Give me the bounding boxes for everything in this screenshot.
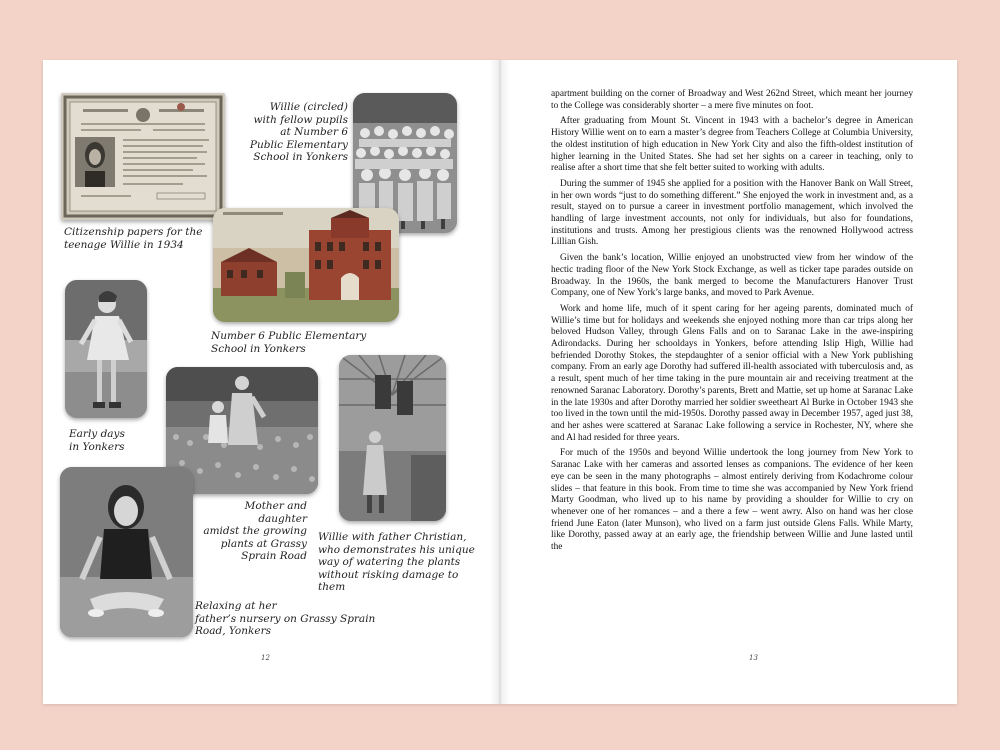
page-number: 13 xyxy=(749,654,758,662)
paragraph: Work and home life, much of it spent caring for her ageing parents, dominated much of Willie’s time but for holidays and weekends she enjoyed nothing more than car trips along her beloved Hudson Valley, through Glens Falls and on to Saranac Lake in the awe-inspiring Adirondacks. During her schooldays in Yonkers, before attending Islip High, Willie had befriended Dorothy Stokes, the stepdaughter of a senior official with a New York publishing company. From an early age Dorothy had suffered ill-health associated with tuberculosis and, as a result, spent much of her time taking in the pure mountain air and receiving treatment at the renowned Saranac Laboratory. Dorothy’s parents, Brett and Mattie, set up home at Saranac Lake in the late 1930s and after Dorothy married her soldier sweetheart Al Burke in October 1943 she too lived in the town until the mid-1950s. Dorothy passed away in December 1957, aged just 38, and her ashes were scattered at Saranac Lake following a service in Rochester, NY, where she and Al had resided for three years. xyxy=(551,303,913,443)
paragraph: For much of the 1950s and beyond Willie undertook the long journey from New York to Saranac Lake with her cameras and assorted lenses as companions. The evidence of her keen eye can be seen in the many photographs – almost entirely deriving from Kodachrome colour slides – that feature in this book. From time to time she was accompanied by New York friend Marty Goodman, who lived up to his name by providing a shoulder for Willie to cry on whenever one of her romances – and a there a few – went awry. Also on hand was her close friend June Eaton (later Munson), who lived on a farm just outside Glens Falls. While Marty, like Dorothy, passed away at an early age, the friendship between Willie and June lasted until the xyxy=(551,448,913,553)
early-days-photo xyxy=(65,280,147,418)
father-caption: Willie with father Christian, who demonstrates his unique way of watering the plants without risking damage to them xyxy=(318,531,475,593)
early-days-caption: Early days in Yonkers xyxy=(69,428,125,453)
citizenship-caption: Citizenship papers for the teenage Willie in 1934 xyxy=(64,226,203,251)
relaxing-caption: Relaxing at her father’s nursery on Grassy Sprain Road, Yonkers xyxy=(195,600,376,637)
school-caption: Number 6 Public Elementary School in Yonkers xyxy=(211,330,367,355)
relaxing-photo xyxy=(60,467,193,637)
mother-daughter-caption: Mother and daughter amidst the growing plants at Grassy Sprain Road xyxy=(203,500,307,562)
school-building-photo xyxy=(213,208,399,322)
body-text xyxy=(551,89,913,558)
left-page xyxy=(43,60,500,704)
paragraph: After graduating from Mount St. Vincent in 1943 with a bachelor’s degree in American History Willie went on to earn a master’s degree from Teachers College at Columbia University, the oldest institution of high education in New York City and also the fifth-oldest institution of higher learning in the United States. She had set her sights on a career in teaching, only to realise after a short time that she felt better suited to working with adults. xyxy=(551,116,913,174)
father-watering-photo xyxy=(339,355,446,521)
book-spread xyxy=(43,60,957,704)
paragraph: Given the bank’s location, Willie enjoyed an unobstructed view from her window of the hectic trading floor of the New York Stock Exchange, as well as ticker tape parades outside on Broadway. In the 1960s, the bank merged to become the Manufacturers Hanover Trust Company, one of New York’s large banks, and moved to Park Avenue. xyxy=(551,253,913,299)
page-number: 12 xyxy=(261,654,270,662)
pupils-caption: Willie (circled) with fellow pupils at Number 6 Public Elementary School in Yonkers xyxy=(249,101,348,163)
paragraph: During the summer of 1945 she applied for a position with the Hanover Bank on Wall Street, in her own words “just to do something different.” She enjoyed the work in investment and, as a result, stayed on to pursue a career in investment portfolio management, which involved the handling of large investment accounts, not only for individuals, but also for foundations, institutions and trusts. Among her prestigious clients was the renowned Hollywood actress Lillian Gish. xyxy=(551,178,913,248)
citizenship-papers-photo xyxy=(61,93,225,220)
paragraph: apartment building on the corner of Broadway and West 262nd Street, which meant her journey to the College was considerably shorter – a mere five minutes on foot. xyxy=(551,89,913,111)
right-page xyxy=(500,60,957,704)
